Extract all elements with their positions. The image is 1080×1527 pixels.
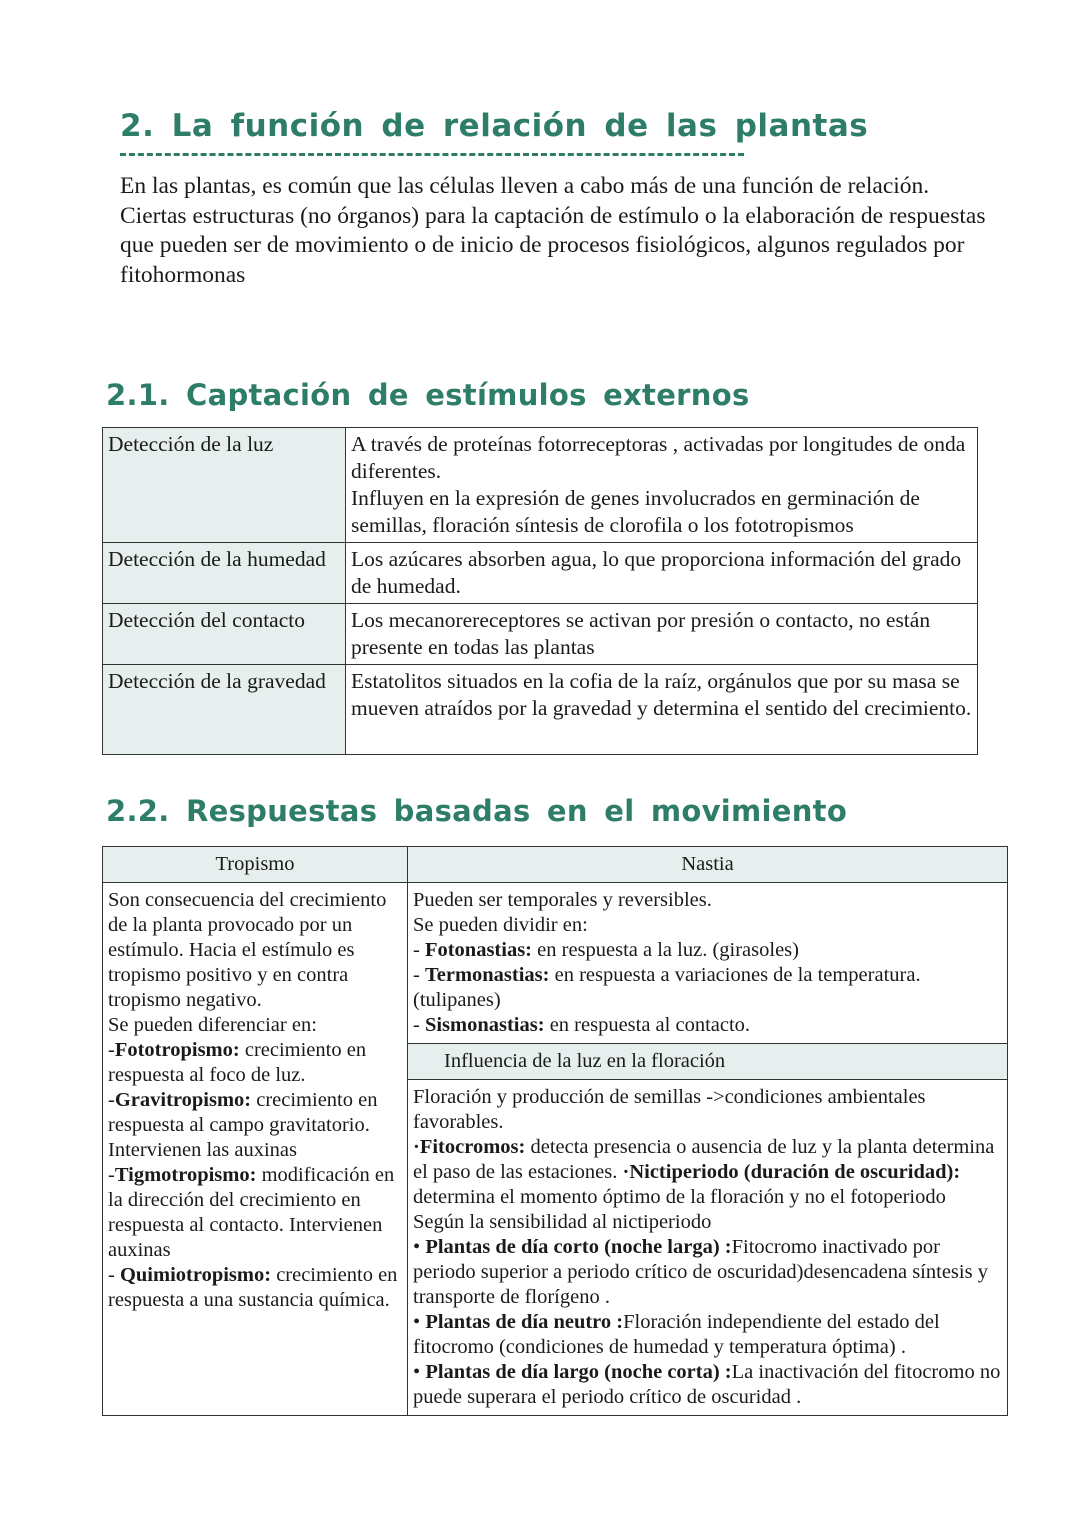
list-item: • Plantas de día neutro :Floración independiente del estado del fitocromo (condiciones de humedad y temperatura óptima) . (413, 1311, 940, 1358)
intro-line: que pueden ser de movimiento o de inicio de procesos fisiológicos, algunos regulados por (120, 232, 965, 258)
list-item: - Fotonastias: en respuesta a la luz. (girasoles) (413, 939, 799, 961)
stimuli-table (102, 427, 978, 755)
list-item: -Tigmotropismo: modificación en la dirección del crecimiento en respuesta al contacto. Intervienen auxinas (108, 1164, 395, 1261)
floracion-header: Influencia de la luz en la floración (408, 1044, 1008, 1080)
table-row (103, 428, 978, 543)
list-item: • Plantas de día largo (noche corta) :La inactivación del fitocromo no puede superara el periodo crítico de oscuridad . (413, 1361, 1001, 1408)
table-row (103, 604, 978, 665)
col-header-tropismo: Tropismo (103, 847, 408, 883)
tropismo-diff: Se pueden diferenciar en: (108, 1014, 317, 1036)
nastia-line: Pueden ser temporales y reversibles. (413, 889, 712, 911)
responses-table (102, 846, 1008, 1416)
row-text: A través de proteínas fotorreceptoras , activadas por longitudes de onda diferentes. Influyen en la expresión de genes involucrados en germinación de semillas, floración síntesis de clorofila o los fototropismos (346, 428, 978, 543)
intro-line: fitohormonas (120, 261, 246, 288)
table-row (103, 883, 1008, 1044)
nastia-cell (408, 883, 1008, 1044)
floracion-fitocromos: ·Fitocromos: detecta presencia o ausencia de luz y la planta determina el paso de las estaciones. ·Nictiperiodo (duración de oscuridad): determina el momento óptimo de la floración y no el fotoperiodo Según la sensibilidad al nictiperiodo (413, 1136, 995, 1233)
title-underline (120, 153, 744, 156)
row-text: Los mecanorereceptores se activan por presión o contacto, no están presente en todas las plantas (346, 604, 978, 665)
tropismo-cell (103, 883, 408, 1416)
row-label: Detección de la gravedad (103, 665, 346, 755)
row-label: Detección de la humedad (103, 543, 346, 604)
row-text: Estatolitos situados en la cofia de la raíz, orgánulos que por su masa se mueven atraídos por la gravedad y determina el sentido del crecimiento. (346, 665, 978, 755)
row-label: Detección del contacto (103, 604, 346, 665)
table-header-row (103, 847, 1008, 883)
list-item: -Gravitropismo: crecimiento en respuesta al campo gravitatorio. Intervienen las auxinas (108, 1089, 378, 1161)
col-header-nastia: Nastia (408, 847, 1008, 883)
table-row (103, 543, 978, 604)
row-label: Detección de la luz (103, 428, 346, 543)
list-item: -Fototropismo: crecimiento en respuesta al foco de luz. (108, 1039, 367, 1086)
intro-paragraph (120, 172, 1020, 290)
table-row (103, 665, 978, 755)
tropismo-intro: Son consecuencia del crecimiento de la planta provocado por un estímulo. Hacia el estímulo es tropismo positivo y en contra tropismo negativo. (108, 889, 387, 1011)
page-title: 2. La función de relación de las plantas (120, 108, 869, 144)
list-item: - Termonastias: en respuesta a variaciones de la temperatura. (tulipanes) (413, 964, 921, 1011)
intro-line: En las plantas, es común que las células lleven a cabo más de una función de relación. (120, 173, 930, 199)
list-item: - Sismonastias: en respuesta al contacto. (413, 1014, 751, 1036)
floracion-cell (408, 1080, 1008, 1416)
nastia-line: Se pueden dividir en: (413, 914, 588, 936)
section2-heading: 2.2. Respuestas basadas en el movimiento (106, 794, 848, 828)
row-text: Los azúcares absorben agua, lo que proporciona información del grado de humedad. (346, 543, 978, 604)
floracion-intro: Floración y producción de semillas ->condiciones ambientales favorables. (413, 1086, 926, 1133)
section1-heading: 2.1. Captación de estímulos externos (106, 378, 750, 412)
list-item: - Quimiotropismo: crecimiento en respuesta a una sustancia química. (108, 1264, 398, 1311)
list-item: • Plantas de día corto (noche larga) :Fitocromo inactivado por periodo superior a periodo crítico de oscuridad)desencadena síntesis y transporte de florígeno . (413, 1236, 988, 1308)
intro-line: Ciertas estructuras (no órganos) para la captación de estímulo o la elaboración de respuestas (120, 202, 986, 229)
